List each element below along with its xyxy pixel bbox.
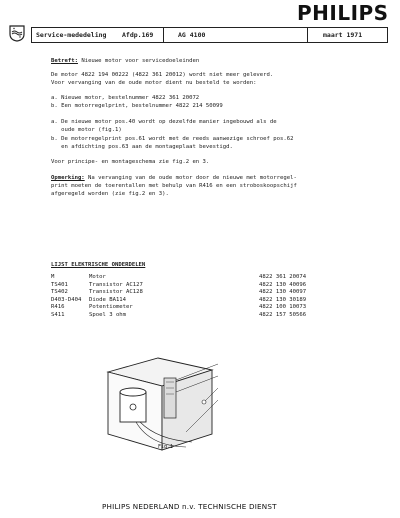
instruction-line: b. De motorregelprint pos.61 wordt met de reeds aanwezige schroef pos.62 [51,136,294,142]
part-code: 4822 130 30189 [259,296,307,303]
instruction-line: oude motor (fig.1) [51,127,122,133]
header-date: maart 1971 [323,31,363,39]
instruction-line: en afdichting pos.63 aan de montageplaat bevestigd. [51,144,233,150]
part-code: 4822 361 20074 [259,274,307,280]
parts-table [51,274,306,320]
header-title: Service-mededeling [36,31,107,39]
part-code: 4822 157 50566 [259,311,307,318]
part-ref: S411 [51,311,65,318]
remark-label: Opmerking: [51,175,85,181]
subject-label: Betreft: [51,58,78,64]
header-divider [163,28,164,42]
remark-line [51,175,297,182]
remark-text: Na vervanging van de oude motor door de nieuwe met motorregel- [84,175,297,181]
remark-line: afgeregeld worden (zie fig.2 en 3). [51,191,169,197]
intro-line: Voor vervanging van de oude motor dient nu besteld te worden: [51,80,257,86]
footer: PHILIPS NEDERLAND n.v. TECHNISCHE DIENST [102,502,277,511]
part-description: Diode BA114 [89,296,127,303]
parts-row [51,289,306,297]
part-description: Transistor AC128 [89,289,143,296]
part-ref: D403-D404 [51,296,82,303]
header-model: AG 4100 [178,31,206,39]
parts-row [51,297,306,305]
remark-line: print moeten de toerentallen met behulp van R416 en een stroboskoopschijf [51,183,297,189]
part-description: Spoel 3 ohm [89,311,127,318]
motor-assembly-drawing [100,352,270,470]
parts-row [51,274,306,282]
part-description: Potentiometer [89,304,133,311]
header-divider [307,28,308,42]
part-description: Motor [89,274,106,280]
intro-line: a. Nieuwe motor, bestelnummer 4822 361 20072 [51,95,200,101]
parts-title: LIJST ELEKTRISCHE ONDERDELEN [51,262,146,268]
schema-reference: Voor principe- en montageschema zie fig.2 en 3. [51,159,210,165]
instruction-line: a. De nieuwe motor pos.40 wordt op dezelfde manier ingebouwd als de [51,119,277,125]
header-afd: Afdp.169 [122,31,154,39]
part-code: 4822 100 10073 [259,304,307,311]
part-ref: TS402 [51,289,68,296]
parts-row [51,282,306,290]
subject-line [51,58,199,65]
parts-row [51,304,306,312]
brand-wordmark: PHILIPS [297,1,389,25]
subject-text: Nieuwe motor voor servicedoeleinden [81,58,200,64]
part-code: 4822 130 40097 [259,289,307,296]
figure-caption: Fig.1 [158,444,174,450]
philips-shield-logo-icon [8,24,26,42]
part-ref: R416 [51,304,65,311]
intro-line: De motor 4822 194 00222 (4822 361 20012) wordt niet meer geleverd. [51,72,274,78]
part-description: Transistor AC127 [89,281,143,288]
intro-line: b. Een motorregelprint, bestelnummer 4822 214 50099 [51,103,223,109]
part-ref: M [51,274,55,280]
parts-row [51,312,306,320]
part-ref: TS401 [51,281,68,288]
part-code: 4822 130 40096 [259,281,307,288]
header-box [31,27,388,43]
